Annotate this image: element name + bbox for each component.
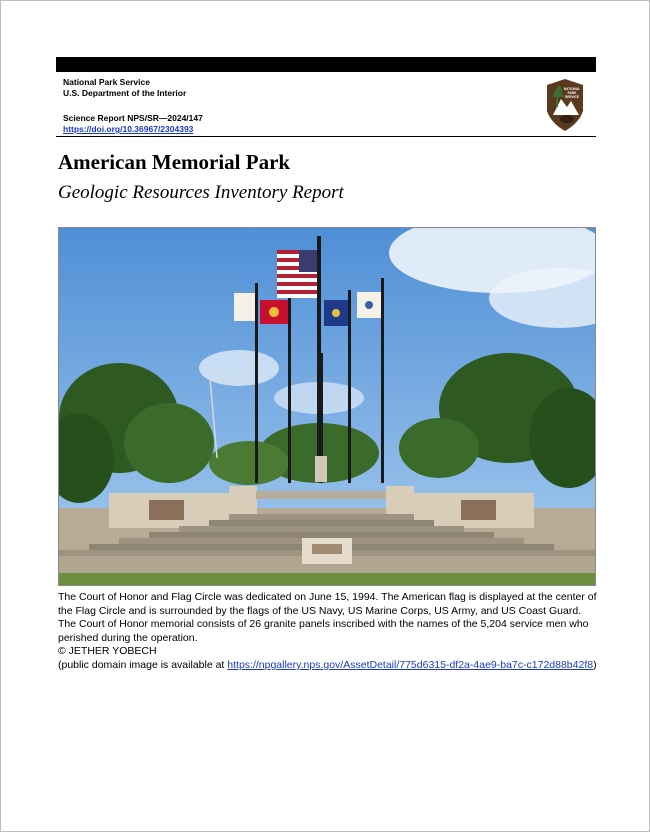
npgallery-link[interactable]: https://npgallery.nps.gov/AssetDetail/775d6315-df2a-4ae9-ba7c-c172d88b42f8	[227, 658, 594, 671]
caption-text: The Court of Honor and Flag Circle was dedicated on June 15, 1994. The American flag is displayed at the center of the Flag Circle and is surrounded by the flags of the US Navy, US Marine Corps, US Army, and US Coast Guard. The Court of Honor memorial consists of 26 granite panels inscribed with the names of the 5,204 service men who perished during the operation.	[58, 591, 597, 644]
flag-circle-photo	[59, 228, 596, 586]
cover-photo	[58, 227, 596, 586]
source-note-suffix: )	[593, 658, 597, 671]
agency-name: National Park Service	[63, 77, 150, 87]
photo-credit: © JETHER YOBECH	[58, 645, 157, 658]
report-number: Science Report NPS/SR—2024/147	[63, 113, 203, 123]
report-title: American Memorial Park	[58, 150, 291, 174]
header-rule	[56, 136, 596, 137]
department-name: U.S. Department of the Interior	[63, 88, 187, 98]
source-note-prefix: (public domain image is available at	[58, 658, 228, 671]
doi-link[interactable]: https://doi.org/10.36967/2304393	[63, 124, 194, 134]
logo-text-3: SERVICE	[565, 95, 579, 99]
report-subtitle: Geologic Resources Inventory Report	[58, 182, 344, 203]
lawn	[59, 573, 596, 586]
header-black-bar	[56, 57, 596, 72]
logo-text-1: NATIONAL	[563, 87, 581, 91]
logo-text-2: PARK	[567, 91, 577, 95]
image-source-note	[58, 659, 598, 673]
nps-arrowhead-logo	[543, 77, 587, 133]
us-flag	[277, 250, 317, 298]
report-header	[63, 77, 583, 135]
photo-caption	[58, 591, 598, 673]
army-flag	[234, 293, 255, 321]
